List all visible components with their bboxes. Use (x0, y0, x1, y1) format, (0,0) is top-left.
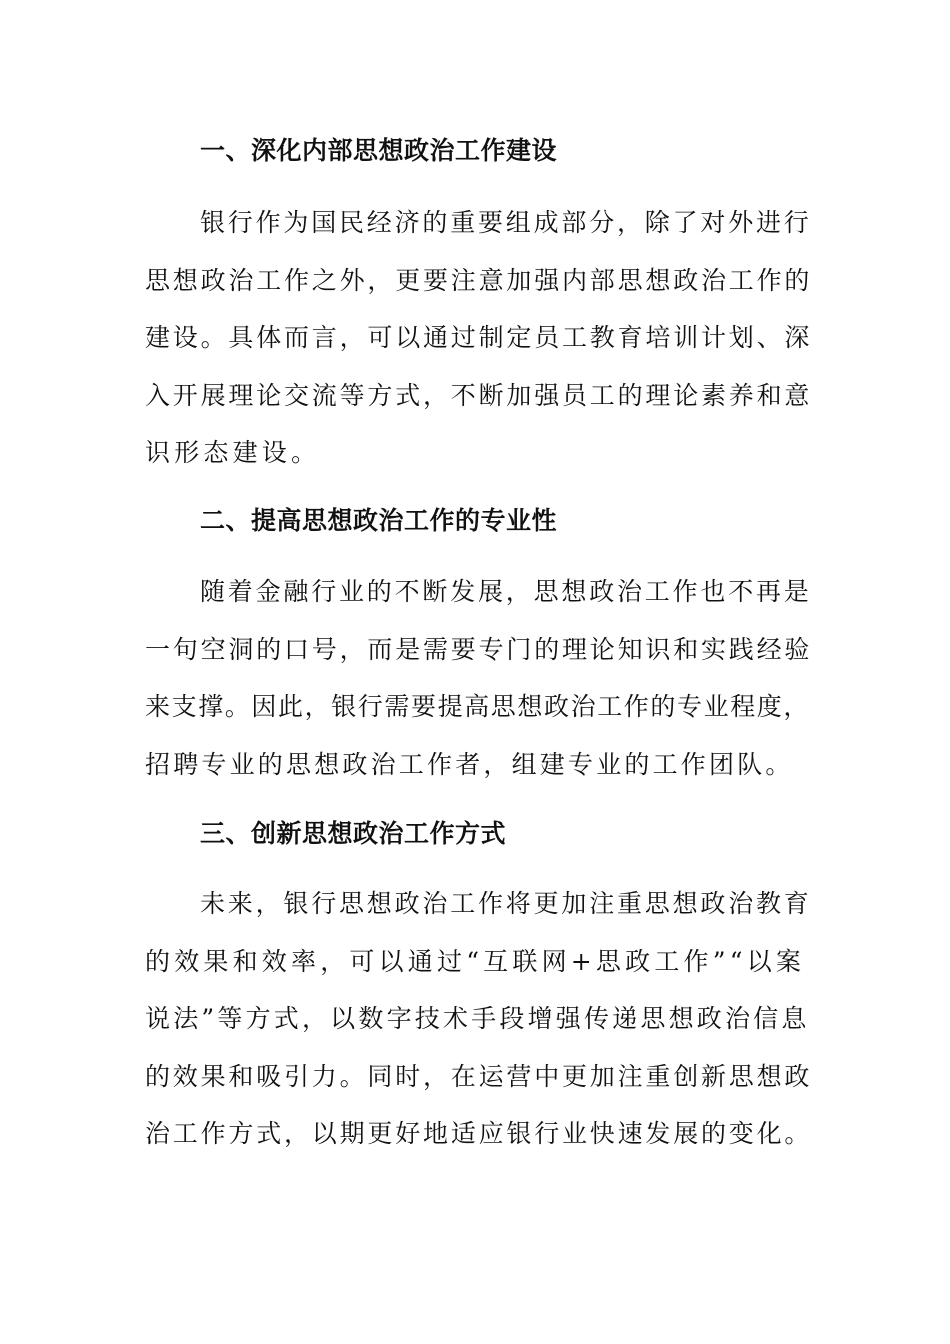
paragraph-line: 入开展理论交流等方式，不断加强员工的理论素养和意 (145, 380, 813, 410)
paragraph-line: 银行作为国民经济的重要组成部分，除了对外进行 (200, 208, 812, 237)
section-3-paragraph (145, 875, 813, 1163)
paragraph-line: 建设。具体而言，可以通过制定员工教育培训计划、深 (145, 323, 813, 352)
paragraph-line: 治工作方式，以期更好地适应银行业快速发展的变化。 (145, 1119, 813, 1148)
paragraph-line: 随着金融行业的不断发展，思想政治工作也不再是 (200, 577, 812, 606)
paragraph-line: 一句空洞的口号，而是需要专门的理论知识和实践经验 (145, 634, 813, 664)
paragraph-line: 的效果和吸引力。同时，在运营中更加注重创新思想政 (145, 1061, 813, 1091)
paragraph-line: 思想政治工作之外，更要注意加强内部思想政治工作的 (145, 265, 813, 295)
paragraph-line: 招聘专业的思想政治工作者，组建专业的工作团队。 (145, 749, 794, 779)
paragraph-line: 来支撑。因此，银行需要提高思想政治工作的专业程度， (145, 692, 811, 721)
section-3-heading: 三、创新思想政治工作方式 (200, 819, 507, 848)
paragraph-line: 识形态建设。 (145, 438, 321, 467)
section-1-heading: 一、深化内部思想政治工作建设 (200, 136, 558, 165)
paragraph-line: 未来，银行思想政治工作将更加注重思想政治教育 (200, 889, 812, 918)
section-2-paragraph (145, 563, 813, 793)
section-2-heading: 二、提高思想政治工作的专业性 (200, 506, 558, 535)
paragraph-line: 的效果和效率，可以通过“互联网+思政工作”“以案 (145, 946, 806, 976)
paragraph-line: 说法”等方式，以数字技术手段增强传递思想政治信息 (145, 1004, 810, 1033)
section-1-paragraph (145, 194, 813, 482)
